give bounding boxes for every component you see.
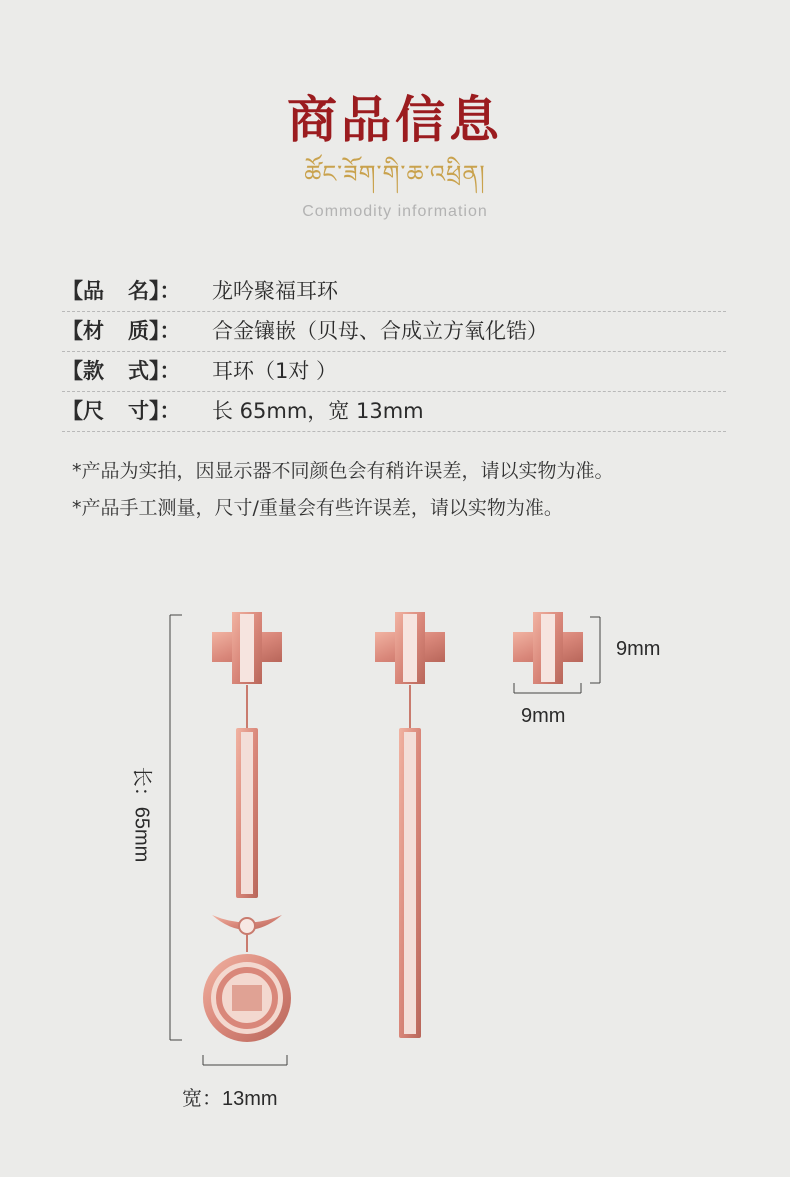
english-subtitle: Commodity information	[302, 203, 488, 220]
spec-value: 长 65mm，宽 13mm	[212, 399, 424, 423]
page-title: 商品信息	[287, 90, 503, 149]
spec-value: 龙吟聚福耳环	[212, 279, 338, 303]
length-label: 长：65mm	[130, 766, 153, 863]
stud-width-label: 9mm	[521, 705, 566, 727]
spec-value: 耳环（1对 ）	[212, 359, 338, 383]
stud-width-bracket	[514, 683, 581, 693]
spec-label: 【尺 寸】：	[62, 399, 181, 423]
earring-long-pendant	[203, 612, 291, 1042]
width-label: 宽：13mm	[182, 1088, 278, 1110]
length-bracket	[170, 615, 182, 1040]
earring-stud	[513, 612, 583, 684]
spec-label: 【品 名】：	[62, 279, 181, 303]
spec-label: 【款 式】：	[62, 359, 181, 383]
note-measure: *产品手工测量，尺寸/重量会有些许误差，请以实物为准。	[72, 497, 563, 519]
width-bracket	[203, 1055, 287, 1065]
stud-height-label: 9mm	[616, 638, 661, 660]
stud-height-bracket	[590, 617, 600, 683]
earring-long-bar	[375, 612, 445, 1038]
spec-label: 【材 质】：	[62, 319, 181, 343]
spec-value: 合金镶嵌（贝母、合成立方氧化锆）	[212, 319, 548, 343]
note-color: *产品为实拍，因显示器不同颜色会有稍许误差，请以实物为准。	[72, 460, 614, 482]
tibetan-subtitle: ཚོང་ཟོག་གི་ཆ་འཕྲིན།	[304, 160, 486, 188]
